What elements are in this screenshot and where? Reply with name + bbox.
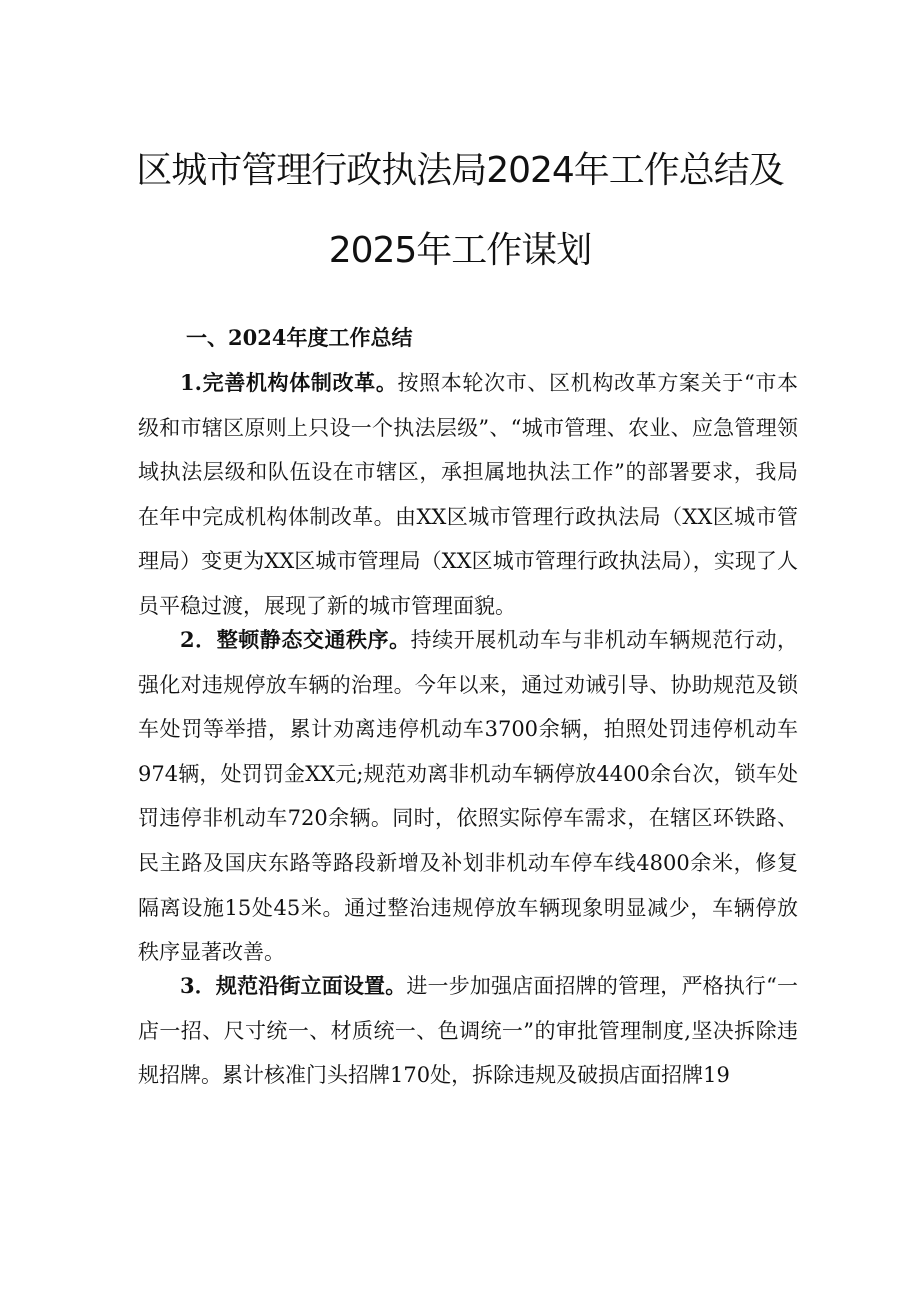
section-heading: 一、2024年度工作总结 <box>186 325 413 350</box>
paragraph-1-body: 按照本轮次市、区机构改革方案关于“市本级和市辖区原则上只设一个执法层级”、“城市管理、农业、应急管理领域执法层级和队伍设在市辖区，承担属地执法工作”的部署要求，我局在年中完成机构体制改革。由XX区城市管理行政执法局（XX区城市管理局）变更为XX区城市管理局（XX区城市管理行政执法局），实现了人员平稳过渡，展现了新的城市管理面貌。 <box>138 371 798 618</box>
paragraph-2-lead: 2．整顿静态交通秩序。 <box>180 627 411 652</box>
paragraph-3-lead: 3．规范沿街立面设置。 <box>180 973 407 998</box>
paragraph-3-body: 进一步加强店面招牌的管理，严格执行“一店一招、尺寸统一、材质统一、色调统一”的审批管理制度,坚决拆除违规招牌。累计核准门头招牌170处，拆除违规及破损店面招牌19 <box>138 974 798 1088</box>
paragraph-1 <box>138 361 798 629</box>
paragraph-2 <box>138 618 798 975</box>
paragraph-1-lead: 1.完善机构体制改革。 <box>180 370 398 395</box>
document-title-line-2: 2025年工作谋划 <box>328 230 592 271</box>
document-title-line-1: 区城市管理行政执法局2024年工作总结及 <box>136 150 784 191</box>
paragraph-3 <box>138 964 798 1098</box>
paragraph-2-body: 持续开展机动车与非机动车辆规范行动，强化对违规停放车辆的治理。今年以来，通过劝诫引导、协助规范及锁车处罚等举措，累计劝离违停机动车3700余辆，拍照处罚违停机动车974辆，处罚罚金XX元;规范劝离非机动车辆停放4400余台次，锁车处罚违停非机动车720余辆。同时，依照实际停车需求，在辖区环铁路、民主路及国庆东路等路段新增及补划非机动车停车线4800余米，修复隔离设施15处45米。通过整治违规停放车辆现象明显减少，车辆停放秩序显著改善。 <box>138 628 798 965</box>
